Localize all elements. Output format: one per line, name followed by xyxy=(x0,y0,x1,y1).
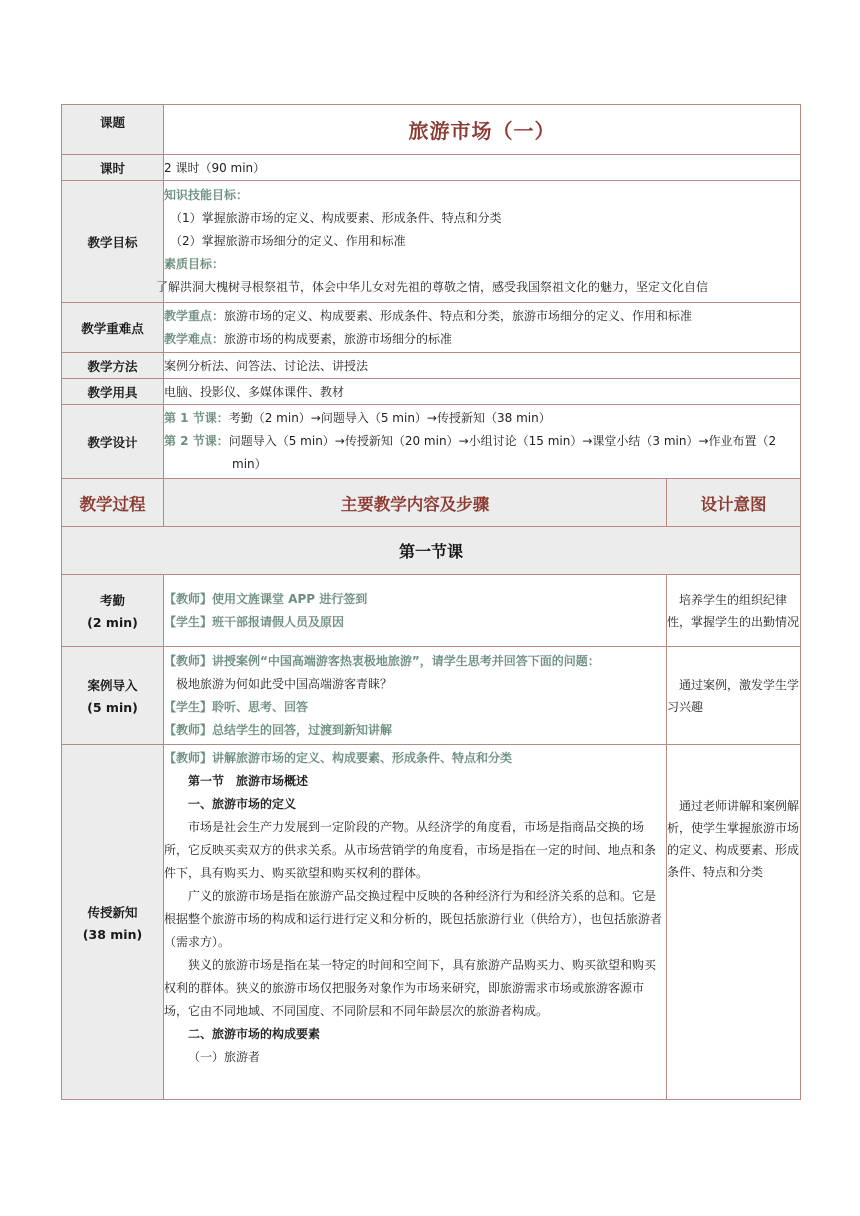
hours-row xyxy=(62,155,801,181)
keypoints-content xyxy=(164,303,801,353)
content-col-header: 主要教学内容及步骤 xyxy=(164,479,667,527)
case-intro-label xyxy=(62,647,164,745)
case-intro-intent-text: 通过案例，激发学生学习兴趣 xyxy=(667,677,800,714)
new-knowledge-content xyxy=(164,745,667,1100)
attendance-duration: (2 min) xyxy=(87,615,138,630)
method-value: 案例分析法、问答法、讨论法、讲授法 xyxy=(164,353,801,379)
new-knowledge-teacher: 【教师】讲解旅游市场的定义、构成要素、形成条件、特点和分类 xyxy=(164,751,513,765)
new-knowledge-label xyxy=(62,745,164,1100)
section-row xyxy=(62,527,801,575)
attendance-intent xyxy=(667,575,801,647)
method-label: 教学方法 xyxy=(62,353,164,379)
hours-value: 2 课时（90 min） xyxy=(164,155,801,181)
topic-label: 课题 xyxy=(62,105,164,155)
new-knowledge-duration: (38 min) xyxy=(82,926,143,942)
keypoints-label: 教学重难点 xyxy=(62,303,164,353)
attendance-intent-text: 培养学生的组织纪律性，掌握学生的出勤情况 xyxy=(667,592,800,629)
paragraph-broad: 广义的旅游市场是指在旅游产品交换过程中反映的各种经济行为和经济关系的总和。它是根据整个旅游市场的构成和运行进行定义和分析的，既包括旅游行业（供给方），也包括旅游者（需求方）。 xyxy=(164,889,663,949)
lesson2-title: 第 2 节课： xyxy=(164,434,229,448)
goals-content xyxy=(156,181,801,303)
new-knowledge-row xyxy=(62,745,801,1100)
knowledge-goals-title: 知识技能目标： xyxy=(164,188,249,202)
case-intro-intent xyxy=(667,647,801,745)
difficulty-text: 旅游市场的构成要素，旅游市场细分的标准 xyxy=(224,331,453,346)
design-row xyxy=(62,405,801,479)
lesson-plan-table xyxy=(61,104,801,1100)
process-header-row xyxy=(62,479,801,527)
design-content xyxy=(164,405,801,479)
tools-row xyxy=(62,379,801,405)
method-row xyxy=(62,353,801,379)
new-knowledge-intent-text: 通过老师讲解和案例解析，使学生掌握旅游市场的定义、构成要素、形成条件、特点和分类 xyxy=(667,799,800,879)
attendance-teacher: 【教师】使用文旌课堂 APP 进行签到 xyxy=(164,591,368,606)
tools-value: 电脑、投影仪、多媒体课件、教材 xyxy=(164,379,801,405)
heading-definition: 一、旅游市场的定义 xyxy=(188,797,297,811)
case-intro-duration: (5 min) xyxy=(87,700,138,715)
topic-row xyxy=(62,105,801,155)
case-intro-student: 【学生】聆听、思考、回答 xyxy=(164,699,309,714)
quality-goal-text: 了解洪洞大槐树寻根祭祖节，体会中华儿女对先祖的尊敬之情，感受我国祭祖文化的魅力，坚定文化自信 xyxy=(156,280,709,294)
heading-elements: 二、旅游市场的构成要素 xyxy=(188,1027,321,1041)
case-intro-question: 极地旅游为何如此受中国高端游客青睐？ xyxy=(176,676,393,691)
goals-label: 教学目标 xyxy=(62,181,164,303)
lesson2-text: 问题导入（5 min）→传授新知（20 min）→小组讨论（15 min）→课堂小结（3 min）→作业布置（2 min） xyxy=(228,434,777,471)
new-knowledge-label-text: 传授新知 xyxy=(87,904,138,920)
paragraph-narrow: 狭义的旅游市场是指在某一特定的时间和空间下，具有旅游产品购买力、购买欲望和购买权利的群体。狭义的旅游市场仅把服务对象作为市场来研究，即旅游需求市场或旅游客源市场，它由不同地域、不同国度、不同阶层和不同年龄层次的旅游者构成。 xyxy=(164,958,657,1018)
quality-goals-title: 素质目标： xyxy=(164,257,225,271)
case-intro-content xyxy=(164,647,667,745)
paragraph-market: 市场是社会生产力发展到一定阶段的产物。从经济学的角度看，市场是指商品交换的场所，它反映买卖双方的供求关系。从市场营销学的角度看，市场是指在一定的时间、地点和条件下，具有购买力、购买欲望和购买权利的群体。 xyxy=(164,820,657,880)
attendance-label xyxy=(62,575,164,647)
knowledge-goal-item: （2）掌握旅游市场细分的定义、作用和标准 xyxy=(170,234,406,248)
case-intro-row xyxy=(62,647,801,745)
keypoints-row xyxy=(62,303,801,353)
difficulty-title: 教学难点： xyxy=(164,331,225,346)
lesson1-text: 考勤（2 min）→问题导入（5 min）→传授新知（38 min） xyxy=(228,411,551,425)
design-label: 教学设计 xyxy=(62,405,164,479)
lesson1-title: 第 1 节课： xyxy=(164,411,229,425)
attendance-label-text: 考勤 xyxy=(99,593,125,608)
intent-col-header: 设计意图 xyxy=(667,479,801,527)
case-intro-label-text: 案例导入 xyxy=(87,678,138,693)
subheading-tourist: （一）旅游者 xyxy=(188,1050,261,1064)
focus-text: 旅游市场的定义、构成要素、形成条件、特点和分类，旅游市场细分的定义、作用和标准 xyxy=(224,308,693,323)
hours-label: 课时 xyxy=(62,155,164,181)
case-intro-teacher: 【教师】讲授案例“中国高端游客热衷极地旅游”，请学生思考并回答下面的问题： xyxy=(164,653,600,668)
tools-label: 教学用具 xyxy=(62,379,164,405)
attendance-content xyxy=(164,575,667,647)
section-title: 第一节课 xyxy=(62,527,801,575)
new-knowledge-intent xyxy=(667,745,801,1100)
case-intro-teacher2: 【教师】总结学生的回答，过渡到新知讲解 xyxy=(164,722,393,737)
knowledge-goal-item: （1）掌握旅游市场的定义、构成要素、形成条件、特点和分类 xyxy=(170,211,502,225)
section-heading: 第一节 旅游市场概述 xyxy=(188,774,309,788)
topic-title: 旅游市场（一） xyxy=(164,105,801,155)
focus-title: 教学重点： xyxy=(164,308,225,323)
goals-row xyxy=(62,181,801,303)
attendance-student: 【学生】班干部报请假人员及原因 xyxy=(164,614,345,629)
attendance-row xyxy=(62,575,801,647)
process-col-header: 教学过程 xyxy=(62,479,164,527)
